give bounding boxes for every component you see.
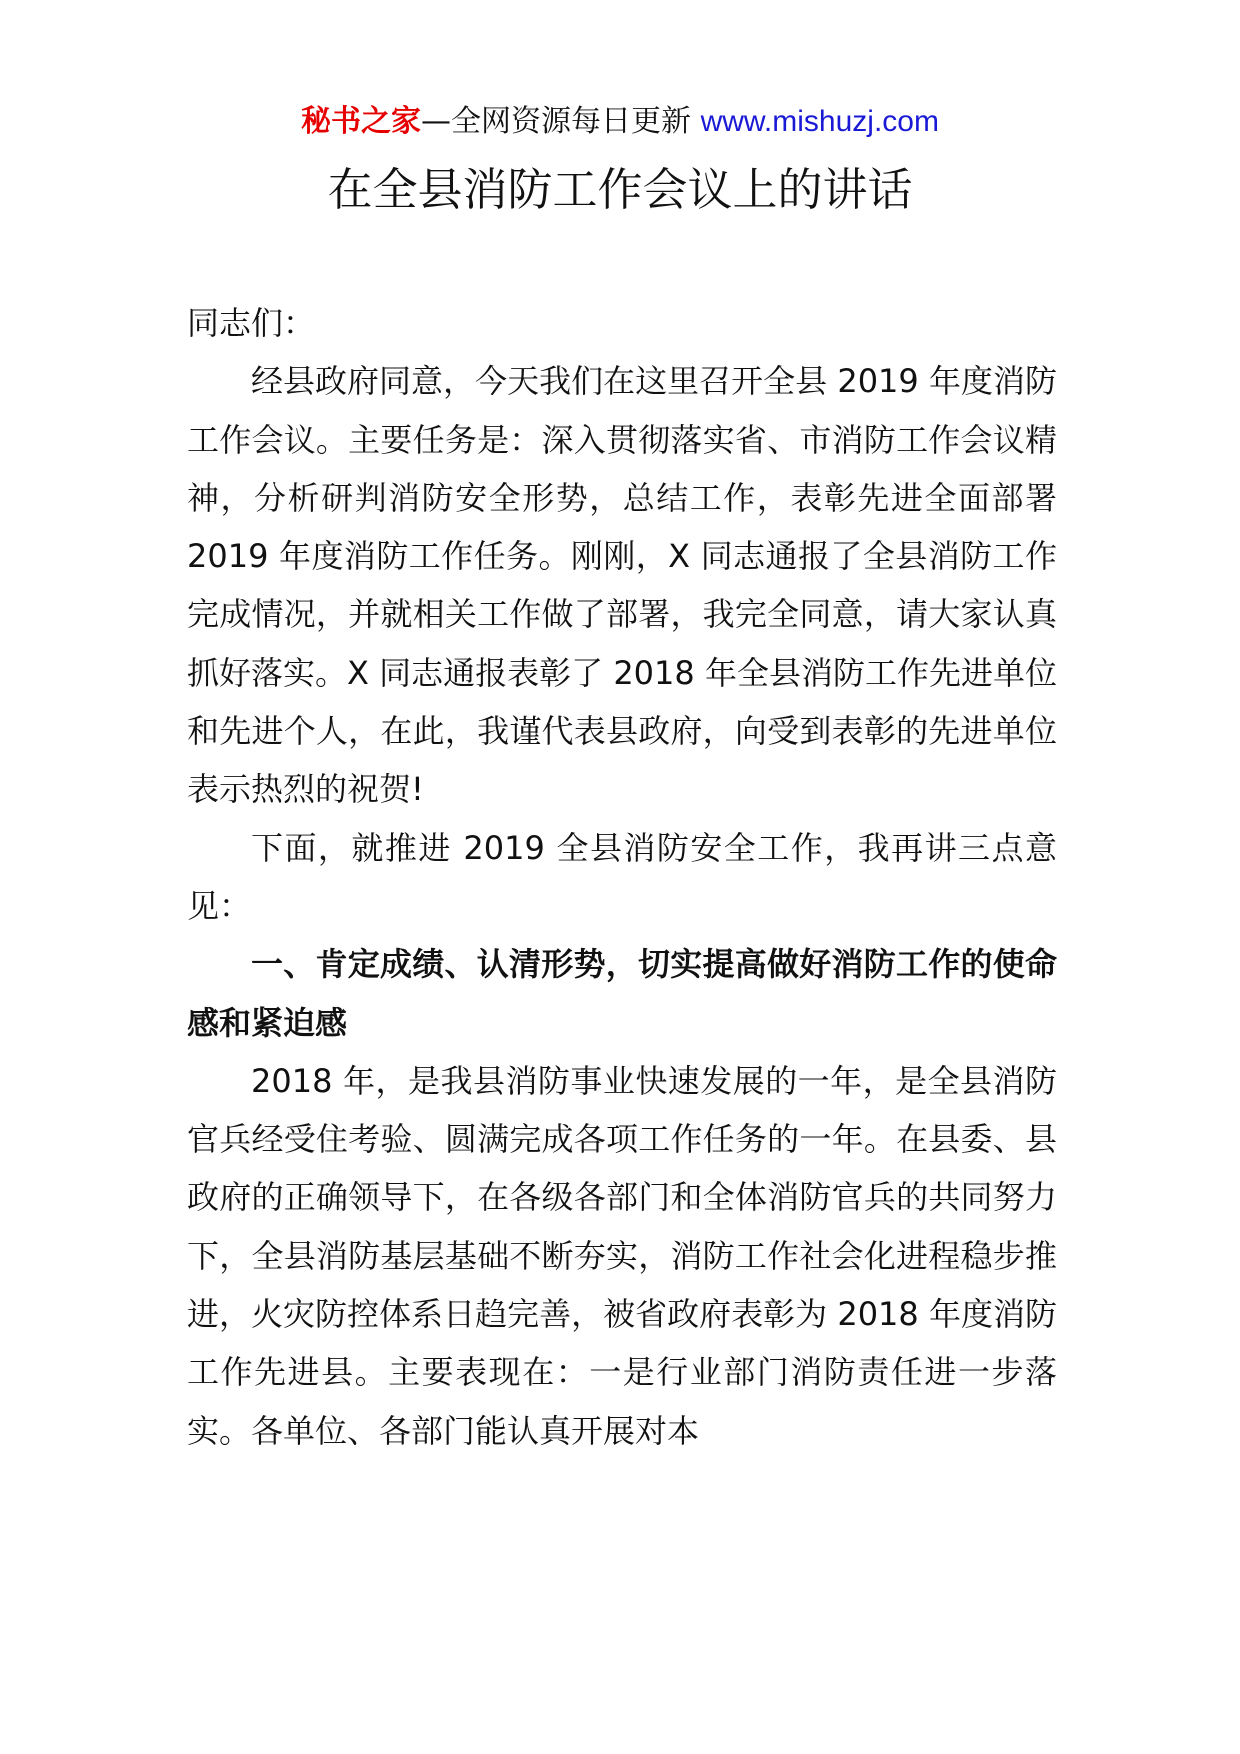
site-banner [0, 100, 1240, 144]
section-heading: 一、肯定成绩、认清形势，切实提高做好消防工作的使命感和紧迫感 [187, 945, 1057, 1042]
salutation: 同志们： [187, 304, 316, 342]
body-paragraph: 下面，就推进 2019 全县消防安全工作，我再讲三点意见： [187, 828, 1057, 925]
body-paragraph: 2018 年，是我县消防事业快速发展的一年，是全县消防官兵经受住考验、圆满完成各项工作任务的一年。在县委、县政府的正确领导下，在各级各部门和全体消防官兵的共同努力下，全县消防基层基础不断夯实，消防工作社会化进程稳步推进，火灾防控体系日趋完善，被省政府表彰为 2018 年度消防工作先进县。主要表现在：一是行业部门消防责任进一步落实。各单位、各部门能认真开展对本 [187, 1061, 1057, 1450]
brand-name: 秘书之家 [301, 104, 422, 139]
site-url-link[interactable]: www.mishuzj.com [700, 105, 939, 138]
document-title: 在全县消防工作会议上的讲话 [327, 163, 913, 216]
document-body [187, 294, 1057, 1460]
banner-tagline: —全网资源每日更新 [421, 104, 692, 139]
body-paragraph: 经县政府同意，今天我们在这里召开全县 2019 年度消防工作会议。主要任务是：深入贯彻落实省、市消防工作会议精神，分析研判消防安全形势，总结工作，表彰先进全面部署 2019 年度消防工作任务。刚刚，X 同志通报了全县消防工作完成情况，并就相关工作做了部署，我完全同意，请大家认真抓好落实。X 同志通报表彰了 2018 年全县消防工作先进单位和先进个人，在此，我谨代表县政府，向受到表彰的先进单位表示热烈的祝贺! [187, 362, 1057, 809]
